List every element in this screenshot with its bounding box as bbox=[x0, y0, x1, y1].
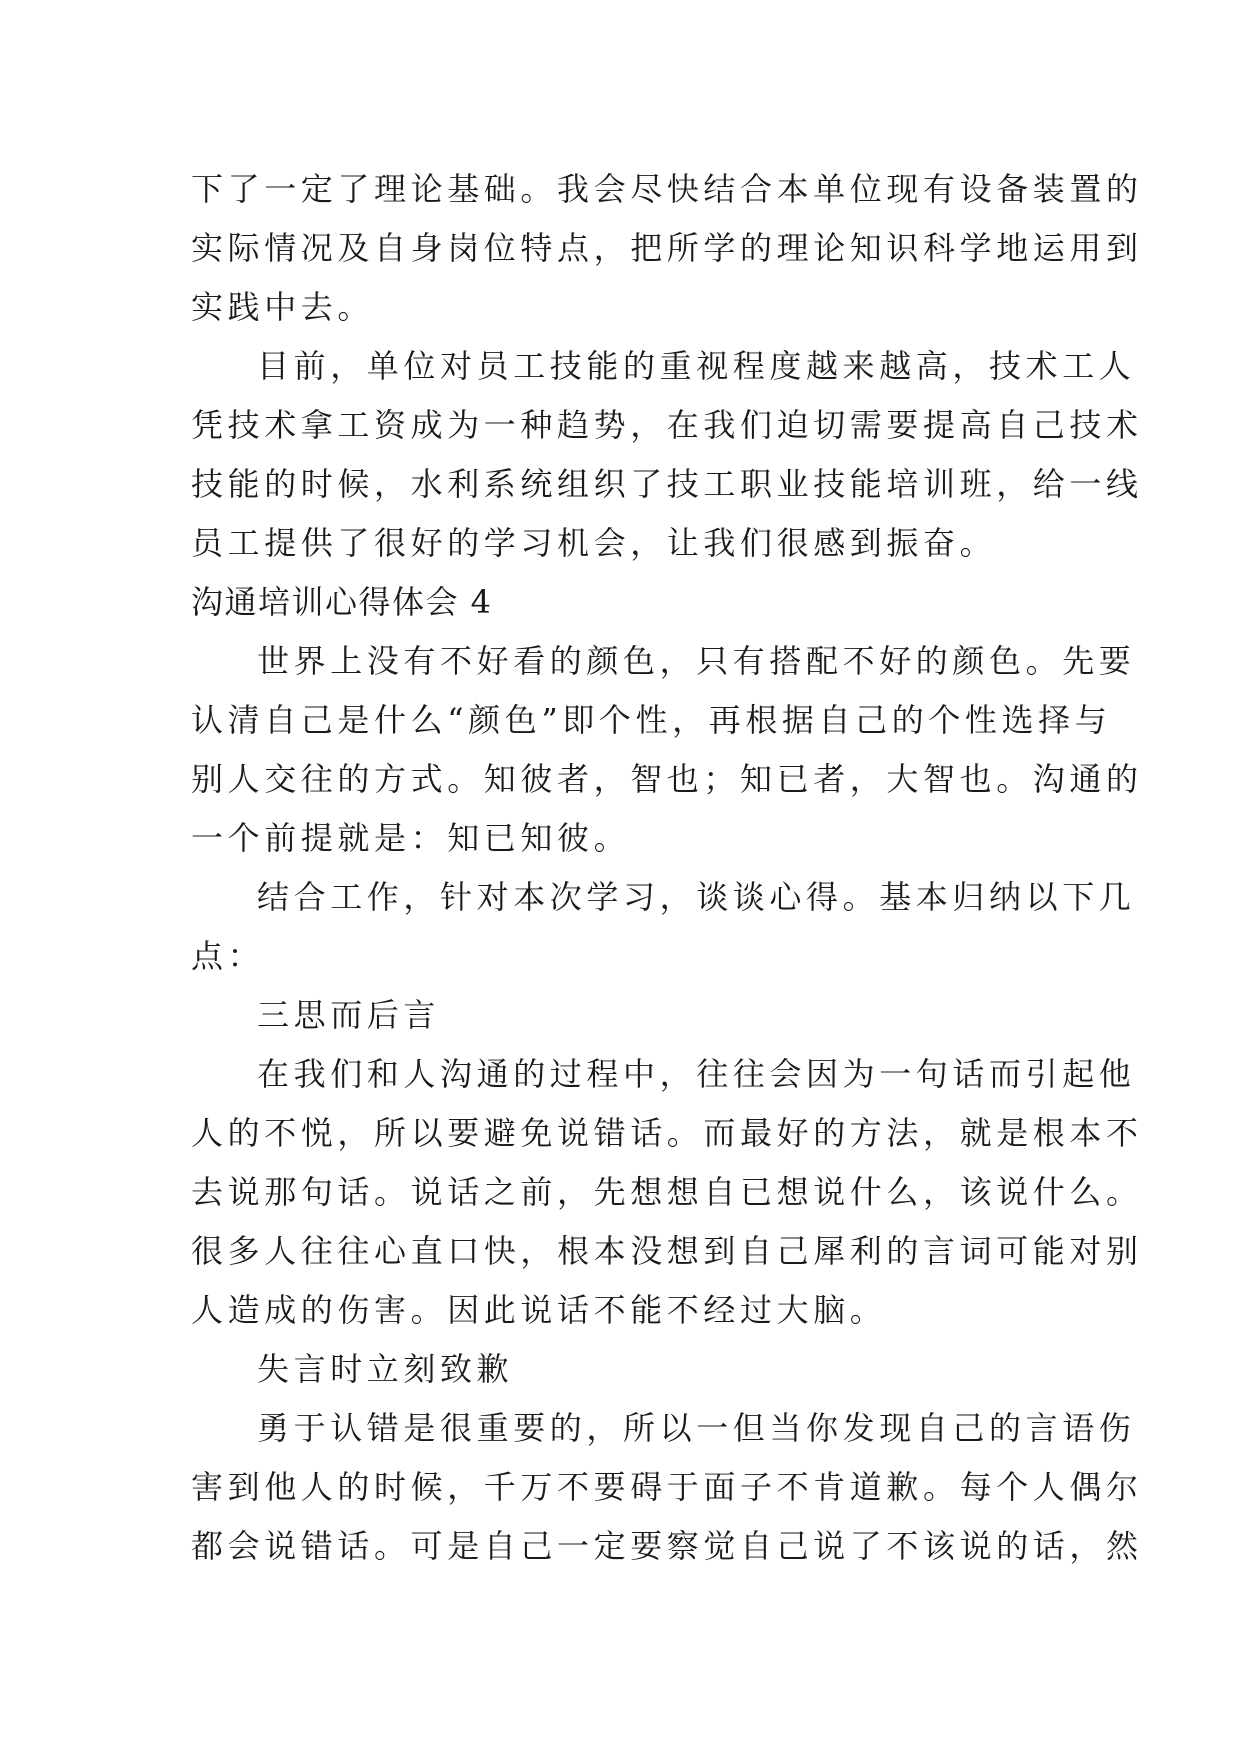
text-line: 认清自己是什么“颜色”即个性，再根据自己的个性选择与 bbox=[191, 701, 1112, 739]
text-line: 别人交往的方式。知彼者，智也；知已者，大智也。沟通的 bbox=[191, 760, 1143, 798]
text-line: 去说那句话。说话之前，先想想自已想说什么，该说什么。 bbox=[191, 1173, 1143, 1211]
text-line: 三思而后言 bbox=[257, 996, 441, 1034]
text-line: 技能的时候，水利系统组织了技工职业技能培训班，给一线 bbox=[191, 465, 1143, 503]
text-line: 员工提供了很好的学习机会，让我们很感到振奋。 bbox=[191, 524, 997, 562]
text-line: 实践中去。 bbox=[191, 288, 375, 326]
text-line: 都会说错话。可是自己一定要察觉自己说了不该说的话，然 bbox=[191, 1527, 1143, 1565]
text-line: 一个前提就是：知已知彼。 bbox=[191, 819, 631, 857]
text-line: 人造成的伤害。因此说话不能不经过大脑。 bbox=[191, 1291, 887, 1329]
text-line: 结合工作，针对本次学习，谈谈心得。基本归纳以下几 bbox=[257, 878, 1136, 916]
text-line: 实际情况及自身岗位特点，把所学的理论知识科学地运用到 bbox=[191, 229, 1143, 267]
text-line: 目前，单位对员工技能的重视程度越来越高，技术工人 bbox=[257, 347, 1136, 385]
text-line: 很多人往往心直口快，根本没想到自己犀利的言词可能对别 bbox=[191, 1232, 1143, 1270]
body-text bbox=[191, 160, 1143, 1576]
text-line: 人的不悦，所以要避免说错话。而最好的方法，就是根本不 bbox=[191, 1114, 1143, 1152]
text-line: 凭技术拿工资成为一种趋势，在我们迫切需要提高自己技术 bbox=[191, 406, 1143, 444]
section-heading: 沟通培训心得体会 4 bbox=[191, 583, 493, 621]
text-line: 在我们和人沟通的过程中，往往会因为一句话而引起他 bbox=[257, 1055, 1136, 1093]
text-line: 害到他人的时候，千万不要碍于面子不肯道歉。每个人偶尔 bbox=[191, 1468, 1143, 1506]
text-line: 勇于认错是很重要的，所以一但当你发现自己的言语伤 bbox=[257, 1409, 1136, 1447]
text-line: 下了一定了理论基础。我会尽快结合本单位现有设备装置的 bbox=[191, 170, 1143, 208]
text-line: 世界上没有不好看的颜色，只有搭配不好的颜色。先要 bbox=[257, 642, 1136, 680]
text-line: 点： bbox=[191, 937, 265, 975]
text-line: 失言时立刻致歉 bbox=[257, 1350, 514, 1388]
